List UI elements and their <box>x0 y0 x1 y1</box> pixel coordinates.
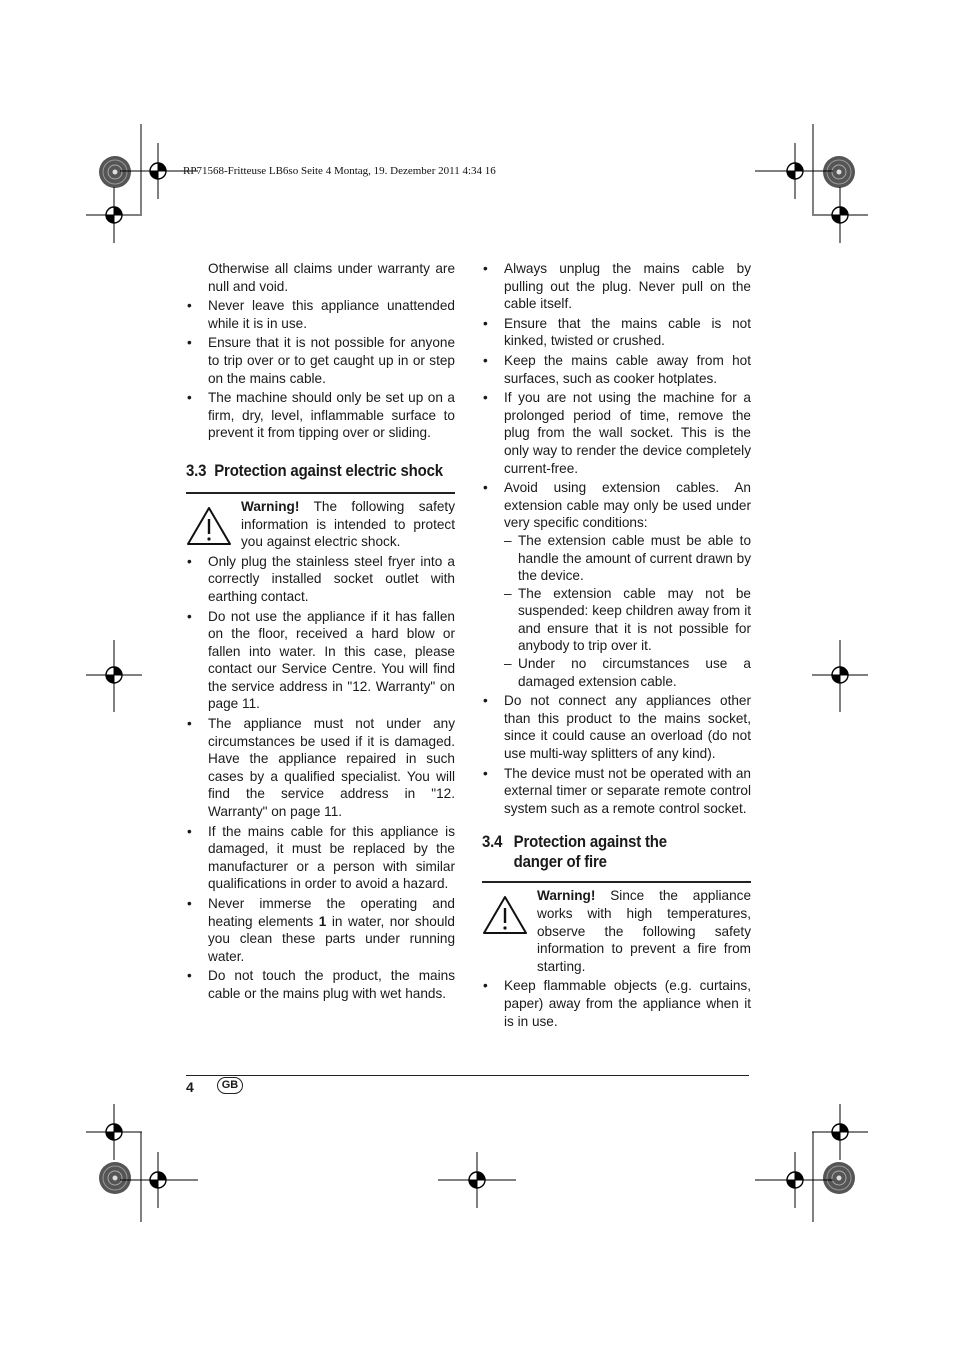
list-item: • Ensure that it is not possible for anyone to trip over or to get caught up in or step on the mains cable. <box>186 334 455 387</box>
bullet-list <box>186 297 455 442</box>
list-item: • Do not use the appliance if it has fallen on the floor, received a hard blow or fallen into water. In this case, please contact our Service Centre. You will find the service address in "12. Warranty" on page 11. <box>186 608 455 714</box>
warning-label: Warning! <box>241 498 300 514</box>
right-column <box>482 260 751 1032</box>
warning-text: Since the appliance works with high temperatures, observe the following safety information to prevent a fire from starting. <box>537 888 752 974</box>
warning-label: Warning! <box>537 888 596 904</box>
list-item: • Only plug the stainless steel fryer into a correctly installed socket outlet with earthing contact. <box>186 553 455 606</box>
warning-triangle-icon <box>186 506 232 546</box>
bullet-list <box>482 260 751 817</box>
warning-box <box>482 887 751 975</box>
crosshair-icon <box>812 187 868 243</box>
section-number: 3.3 <box>186 460 207 480</box>
warning-box <box>186 498 455 551</box>
list-item: • Never leave this appliance unattended while it is in use. <box>186 297 455 332</box>
language-badge: GB <box>217 1077 243 1094</box>
bullet-list <box>482 977 751 1030</box>
registration-wheel-icon <box>823 1162 855 1194</box>
left-column <box>186 260 455 1005</box>
crosshair-icon <box>812 1104 868 1160</box>
warning-text: The following safety information is intended to protect you against electric shock. <box>241 498 456 550</box>
list-item: • Keep the mains cable away from hot surfaces, such as cooker hotplates. <box>482 352 751 387</box>
warning-triangle-icon <box>482 895 528 935</box>
section-title: Protection against electric shock <box>214 460 443 480</box>
section-title: Protection against the danger of fire <box>513 832 667 872</box>
section-number: 3.4 <box>482 832 503 852</box>
crosshair-icon <box>86 1104 142 1160</box>
list-item: • Do not connect any appliances other than this product to the mains socket, since it could cause an overload (do not use multi-way splitters of any kind). <box>482 692 751 762</box>
sub-list <box>504 532 751 690</box>
list-item: • Avoid using extension cables. An extension cable may only be used under very specific conditions: – The extension cable must be able to handle the amount of current drawn by the device. – The extension cable may not be suspended: keep children away from it and ensure that it is not possible for anybody to trip over it. – Under no circumstances use a damaged extension cable. <box>482 479 751 690</box>
sub-list-item: – The extension cable may not be suspended: keep children away from it and ensure that it is not possible for anybody to trip over it. <box>504 585 751 655</box>
registration-wheel-icon <box>99 1162 131 1194</box>
list-item: • Keep flammable objects (e.g. curtains, paper) away from the appliance when it is in use. <box>482 977 751 1030</box>
list-item: • If the mains cable for this appliance is damaged, it must be replaced by the manufacturer or a person with similar qualifications in order to avoid a hazard. <box>186 823 455 893</box>
section-heading <box>186 461 455 481</box>
list-item: • The device must not be operated with an external timer or separate remote control system such as a remote control socket. <box>482 765 751 818</box>
sub-list-item: – Under no circumstances use a damaged extension cable. <box>504 655 751 690</box>
section-heading <box>482 832 751 872</box>
list-item: • If you are not using the machine for a prolonged period of time, remove the plug from the wall socket. This is the only way to render the device completely current-free. <box>482 389 751 477</box>
list-item: • The machine should only be set up on a firm, dry, level, inflammable surface to prevent it from tipping over or sliding. <box>186 389 455 442</box>
bullet-list <box>186 553 455 1003</box>
registration-wheel-icon <box>823 156 855 188</box>
crosshair-icon <box>86 187 142 243</box>
list-item: • Never immerse the operating and heating elements 1 in water, nor should you clean these parts under running water. <box>186 895 455 965</box>
element-reference: 1 <box>318 913 327 929</box>
sub-list-item: – The extension cable must be able to handle the amount of current drawn by the device. <box>504 532 751 585</box>
list-item: • The appliance must not under any circumstances be used if it is damaged. Have the appliance repaired in such cases by a qualified specialist. You will find the service address in "12. Warranty" on page 11. <box>186 715 455 821</box>
continuation-text: Otherwise all claims under warranty are null and void. <box>208 261 455 294</box>
print-slug-line: RP71568-Fritteuse LB6so Seite 4 Montag, 19. Dezember 2011 4:34 16 <box>183 165 496 177</box>
section-rule <box>482 881 751 883</box>
section-rule <box>186 492 455 494</box>
list-item: • Ensure that the mains cable is not kinked, twisted or crushed. <box>482 315 751 350</box>
registration-wheel-icon <box>99 156 131 188</box>
list-item: • Do not touch the product, the mains cable or the mains plug with wet hands. <box>186 967 455 1002</box>
list-item: • Always unplug the mains cable by pulling out the plug. Never pull on the cable itself. <box>482 260 751 313</box>
footer-rule <box>186 1075 749 1076</box>
page-number: 4 <box>186 1079 194 1095</box>
